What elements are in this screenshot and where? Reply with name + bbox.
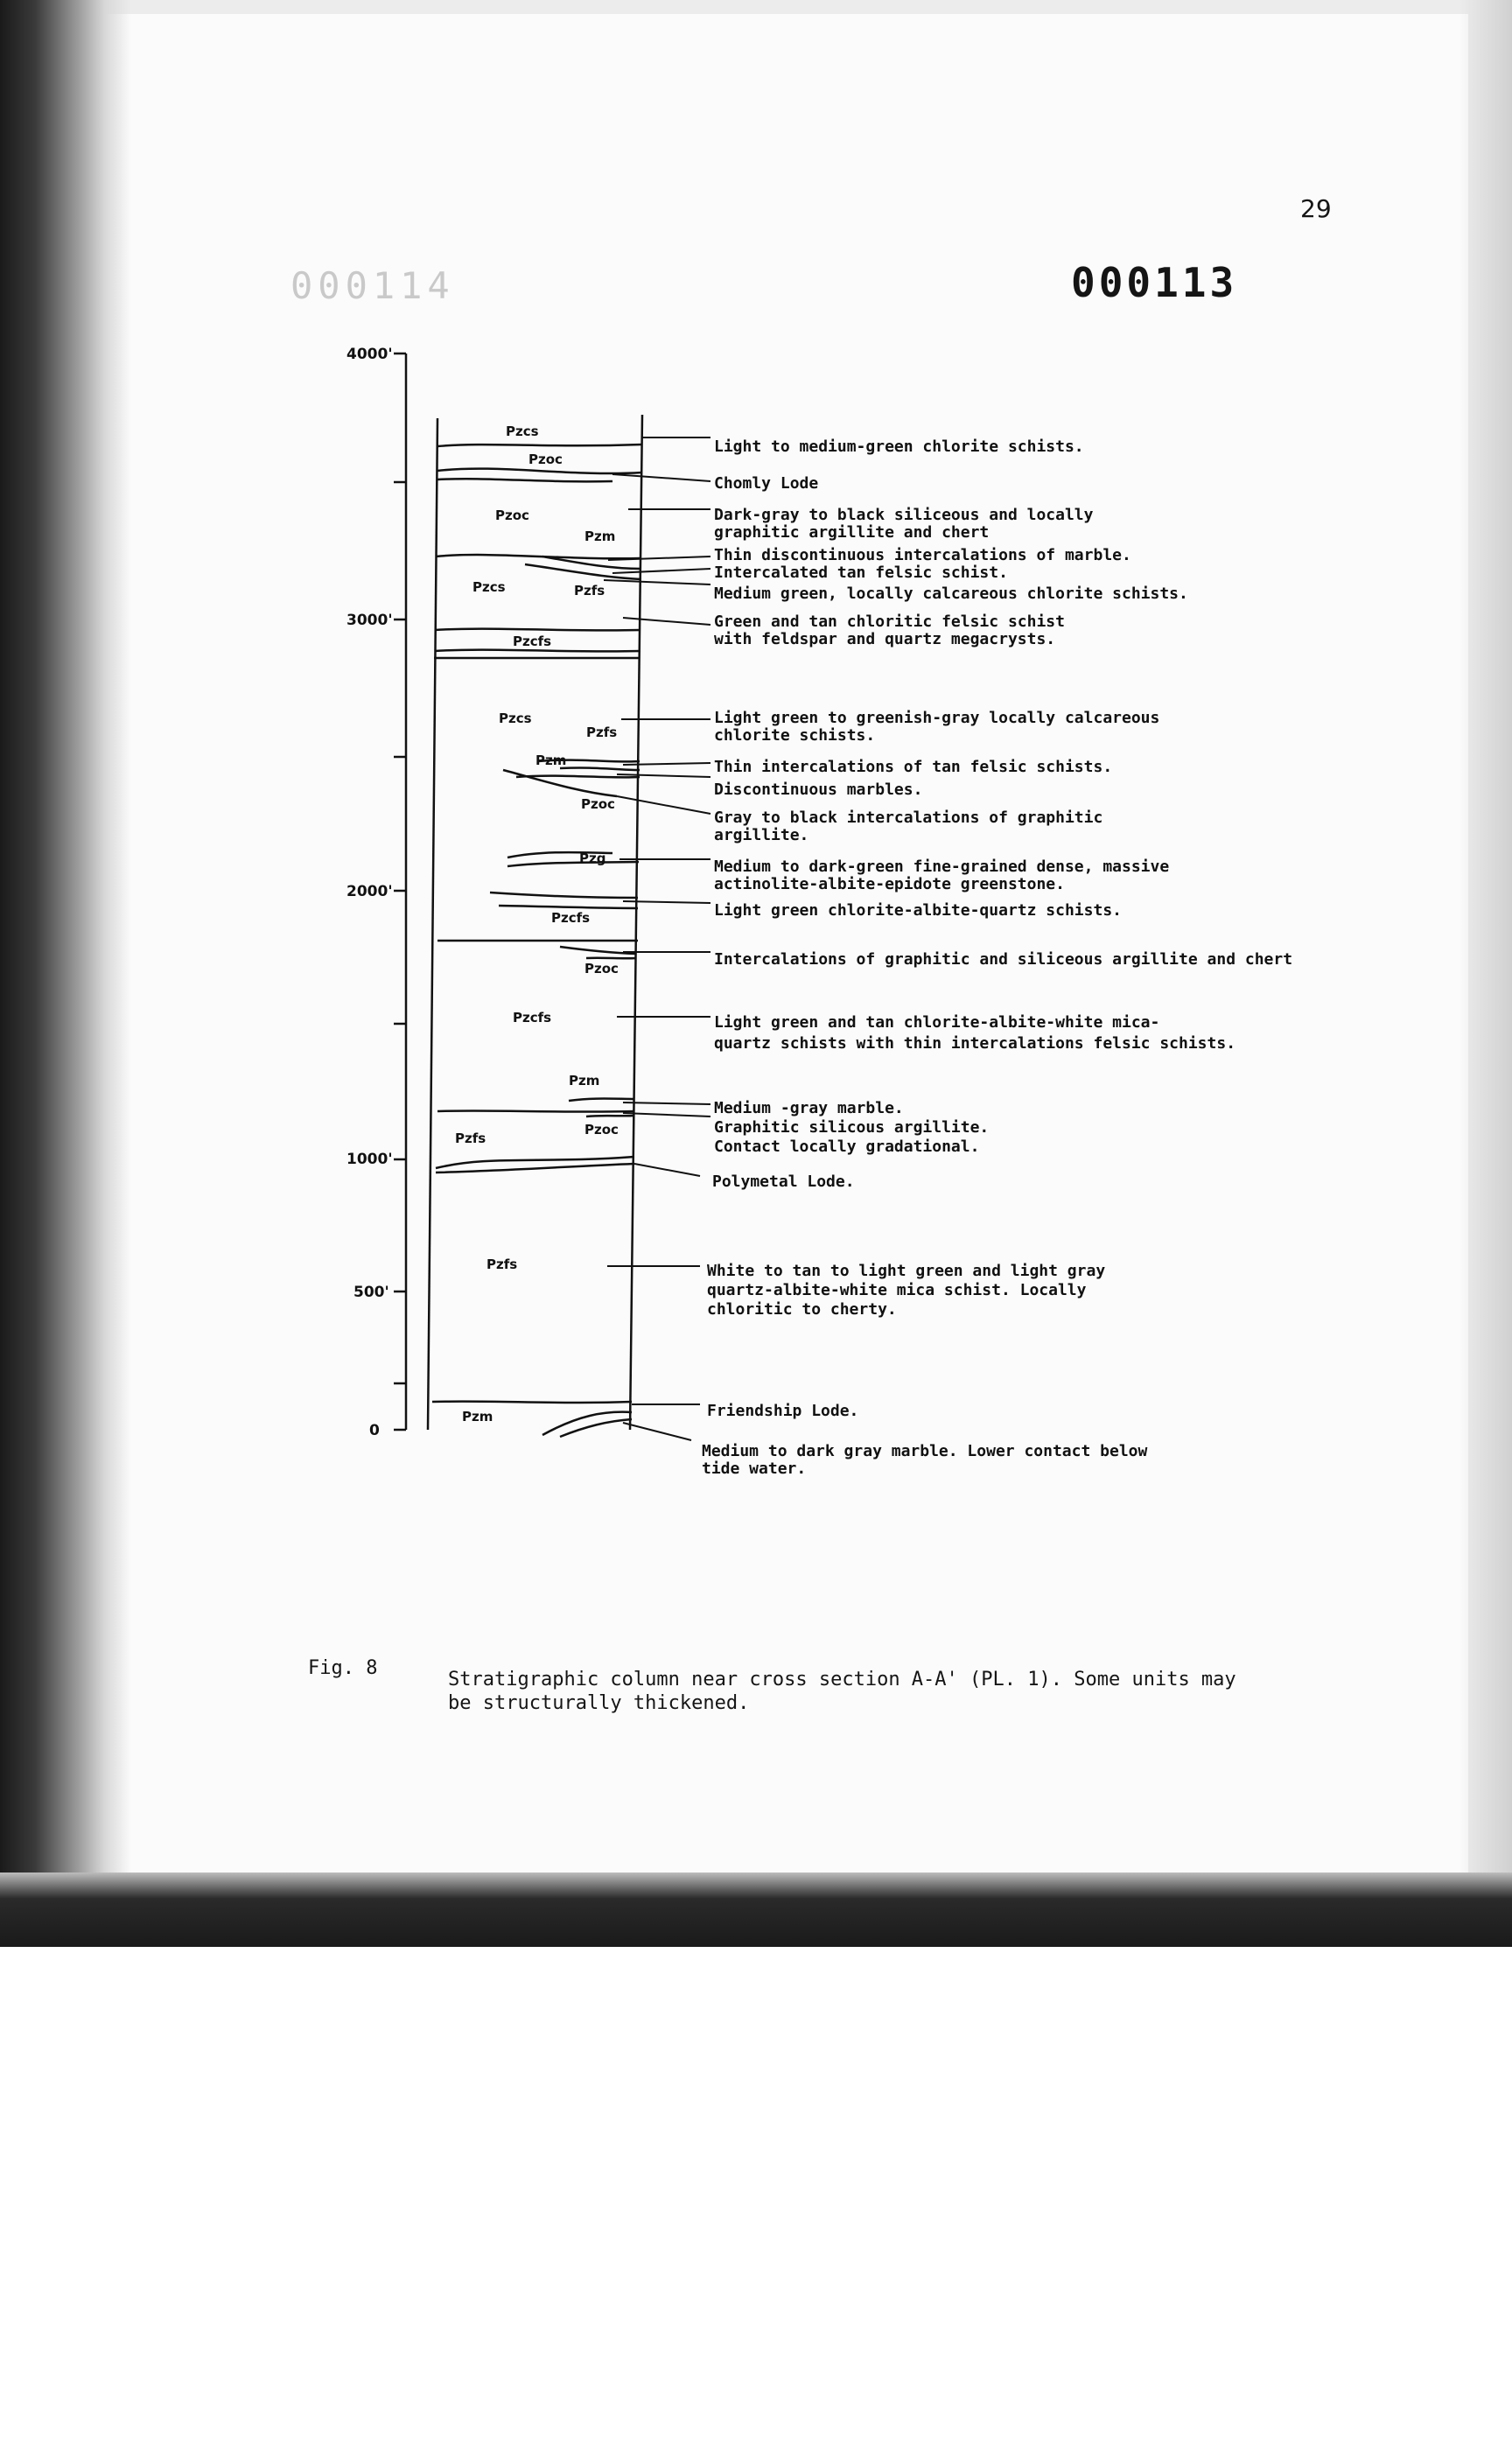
description-item: Light green to greenish-gray locally calcareous chlorite schists. (714, 709, 1160, 745)
description-item: Medium to dark-green fine-grained dense, massive actinolite-albite-epidote greenstone. (714, 858, 1170, 893)
description-item: White to tan to light green and light gray quartz-albite-white mica schist. Locally chloritic to cherty. (707, 1262, 1106, 1319)
description-list (702, 438, 1292, 1478)
page-number: 29 (1300, 194, 1332, 223)
description-item: Light green and tan chlorite-albite-white mica-quartz schists with thin intercalations felsic schists. (714, 1013, 1236, 1053)
description-item: Light green chlorite-albite-quartz schists. (714, 901, 1122, 920)
description-item: Intercalated tan felsic schist. (714, 564, 1008, 582)
unit-label: Pzg (579, 850, 606, 866)
description-item: Gray to black intercalations of graphitic argillite. (714, 808, 1103, 844)
unit-label: Pzcfs (513, 1010, 552, 1026)
description-item: Contact locally gradational. (714, 1138, 980, 1156)
description-item: Light to medium-green chlorite schists. (714, 438, 1084, 456)
unit-label: Pzoc (584, 1122, 619, 1138)
unit-label: Pzfs (455, 1130, 486, 1146)
description-item: Graphitic silicous argillite. (714, 1118, 990, 1137)
axis-label-4000: 4000' (346, 346, 393, 363)
leader-lines (604, 438, 710, 1440)
unit-label: Pzfs (586, 724, 618, 740)
description-item: Friendship Lode. (707, 1402, 859, 1420)
unit-label: Pzcfs (551, 910, 591, 926)
figure-label: Fig. 8 (308, 1657, 378, 1679)
unit-label: Pzcs (506, 424, 539, 439)
unit-label: Pzm (584, 528, 616, 544)
description-item: Green and tan chloritic felsic schist with feldspar and quartz megacrysts. (714, 612, 1065, 648)
unit-label: Pzoc (495, 508, 529, 523)
axis-label-1000: 1000' (346, 1151, 393, 1168)
column-right-edge (630, 415, 642, 1430)
description-item: Dark-gray to black siliceous and locally graphitic argillite and chert (714, 506, 1094, 542)
unit-label: Pzm (462, 1409, 494, 1424)
unit-label: Pzcfs (513, 634, 552, 649)
bleed-through-stamp: 000114 (290, 264, 455, 307)
unit-label: Pzm (536, 752, 567, 768)
unit-contacts (432, 444, 642, 1437)
description-item: Discontinuous marbles. (714, 780, 923, 799)
unit-label: Pzcs (472, 579, 506, 595)
bates-stamp: 000113 (1071, 259, 1238, 306)
unit-label: Pzfs (486, 1256, 518, 1272)
unit-label: Pzoc (581, 796, 615, 812)
unit-label: Pzcs (499, 710, 532, 726)
description-item: Medium -gray marble. (714, 1099, 904, 1117)
description-item: Intercalations of graphitic and siliceous argillite and chert (714, 950, 1293, 969)
description-item: Medium to dark gray marble. Lower contact below tide water. (702, 1442, 1148, 1478)
figure-caption: Stratigraphic column near cross section A-A' (PL. 1). Some units may be structurally thickened. (448, 1669, 1236, 1714)
unit-label: Pzoc (528, 452, 563, 467)
axis-label-2000: 2000' (346, 883, 393, 900)
axis-label-500: 500' (354, 1284, 389, 1301)
unit-label: Pzfs (574, 583, 606, 598)
description-item: Chomly Lode (714, 474, 819, 493)
unit-label: Pzm (569, 1073, 600, 1088)
column-left-edge (428, 418, 438, 1430)
description-item: Polymetal Lode. (712, 1172, 855, 1191)
unit-label: Pzoc (584, 961, 619, 976)
description-item: Medium green, locally calcareous chlorite schists. (714, 584, 1188, 603)
depth-axis-ticks (394, 354, 406, 1430)
axis-label-0: 0 (369, 1422, 380, 1439)
description-item: Thin discontinuous intercalations of marble. (714, 546, 1131, 564)
description-item: Thin intercalations of tan felsic schists. (714, 758, 1113, 776)
axis-label-3000: 3000' (346, 612, 393, 629)
